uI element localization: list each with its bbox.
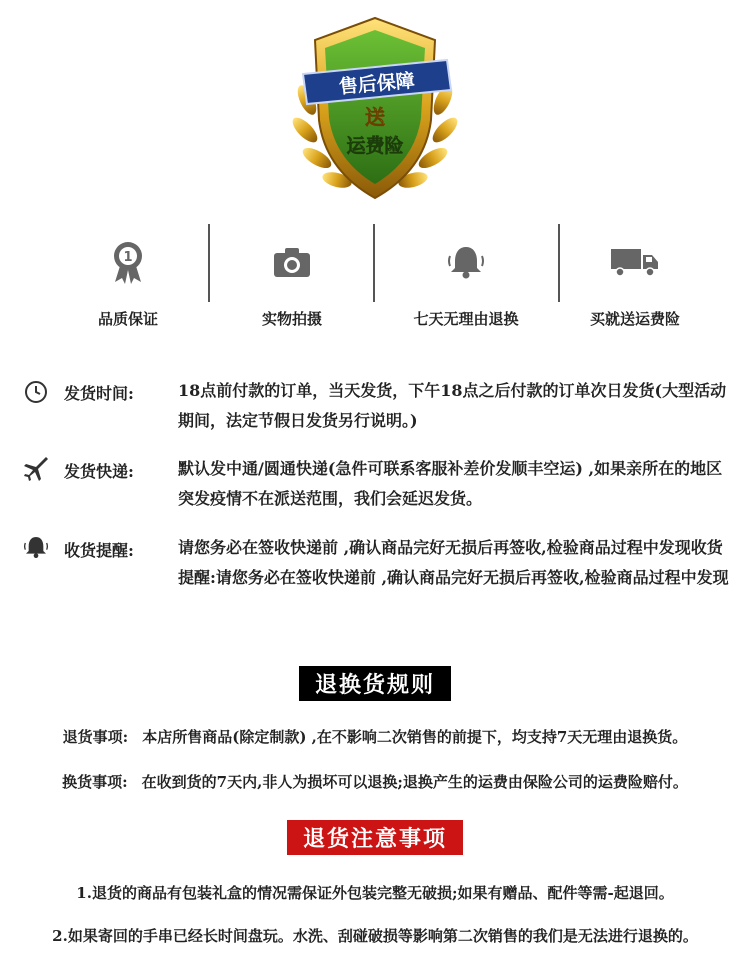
rule-label: 退货事项: — [62, 728, 129, 746]
after-sales-shield-emblem — [285, 10, 465, 210]
returns-rules-heading: 退换货规则 — [299, 666, 451, 701]
receipt-reminder-text: 请您务必在签收快递前 ,确认商品完好无损后再签收,检验商品过程中发现收货提醒:请您务必在签收快递前 ,确认商品完好无损后再签收,检验商品过程中发现 — [178, 538, 729, 587]
feature-label: 实物拍摄 — [261, 310, 322, 328]
feature-seven-day-return — [406, 240, 526, 329]
emblem-line2: 运费险 — [346, 135, 404, 157]
receipt-reminder-label: 收货提醒: — [64, 541, 134, 560]
feature-quality — [68, 240, 188, 329]
feature-label: 买就送运费险 — [589, 310, 680, 328]
clock-icon — [22, 378, 50, 406]
feature-shipping-insurance — [575, 240, 695, 329]
rule-text: 本店所售商品(除定制款) ,在不影响二次销售的前提下，均支持7天无理由退换货。 — [142, 728, 688, 746]
return-notes-heading: 退货注意事项 — [287, 820, 463, 855]
note-item: 2.如果寄回的手串已经长时间盘玩。水洗、刮碰破损等影响第二次销售的我们是无法进行退换的。 — [52, 927, 698, 945]
rule-text: 在收到货的7天内,非人为损坏可以退换;退换产生的运费由保险公司的运费险赔付。 — [141, 773, 688, 791]
shipping-time-label: 发货时间: — [64, 384, 134, 403]
bell-icon — [447, 244, 485, 280]
feature-label: 品质保证 — [97, 310, 158, 328]
shipping-time-text: 18点前付款的订单，当天发货，下午18点之后付款的订单次日发货(大型活动期间，法定节假日发货另行说明。) — [178, 381, 727, 430]
emblem-line1: 送 — [365, 105, 385, 129]
feature-divider — [208, 224, 210, 302]
truck-icon — [610, 247, 660, 277]
emblem-banner-text: 售后保障 — [338, 69, 416, 99]
airplane-icon — [22, 455, 50, 483]
svg-text:1: 1 — [123, 250, 133, 265]
camera-icon — [272, 246, 312, 278]
feature-real-photos — [232, 240, 352, 329]
return-rule — [0, 726, 750, 747]
feature-divider — [558, 224, 560, 302]
shield-icon — [285, 10, 465, 210]
express-text: 默认发中通/圆通快递(急件可联系客服补差价发顺丰空运) ,如果亲所在的地区突发疫情不在派送范围，我们会延迟发货。 — [178, 459, 723, 508]
medal-icon — [111, 240, 145, 284]
exchange-rule — [0, 771, 750, 792]
rule-label: 换货事项: — [62, 773, 128, 791]
feature-divider — [373, 224, 375, 302]
feature-label: 七天无理由退换 — [413, 310, 519, 328]
note-item: 1.退货的商品有包装礼盒的情况需保证外包装完整无破损;如果有赠品、配件等需-起退回。 — [76, 884, 674, 902]
express-label: 发货快递: — [64, 462, 134, 481]
bell-icon — [22, 533, 50, 561]
